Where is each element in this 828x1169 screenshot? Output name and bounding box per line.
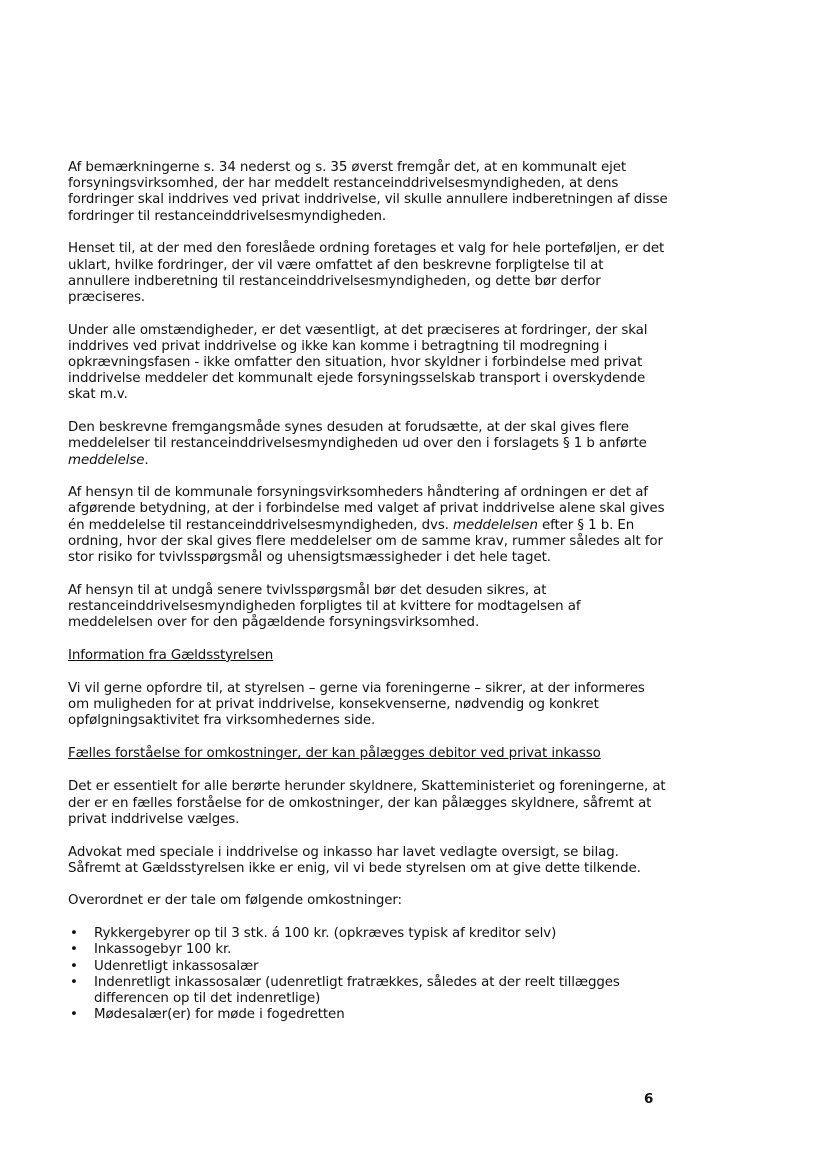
bullet-icon: • <box>70 958 78 974</box>
paragraph-4-italic: meddelelse <box>68 452 145 468</box>
list-item <box>68 942 668 958</box>
list-item-text: Rykkergebyrer op til 3 stk. á 100 kr. (opkræves typisk af kreditor selv) <box>94 926 557 942</box>
paragraph-3: Under alle omstændigheder, er det væsentligt, at det præciseres at fordringer, der skal inddrives ved privat inddrivelse og ikke kan komme i betragtning til modregning i opkrævningsfasen - ikke omfatter den situation, hvor skyldner i forbindelse med privat inddrivelse meddeler det kommunalt ejede forsyningsselskab transport i overskydende skat m.v. <box>68 322 648 403</box>
list-item-text: Inkassogebyr 100 kr. <box>94 942 232 958</box>
list-item <box>68 975 668 1007</box>
list-item <box>68 959 668 975</box>
bullet-icon: • <box>70 1007 78 1023</box>
list-item <box>68 1007 668 1023</box>
paragraph-7: Vi vil gerne opfordre til, at styrelsen – gerne via foreningerne – sikrer, at der informeres om muligheden for at privat inddrivelse, konsekvenserne, nødvendig og konkret opfølgningsaktivitet fra virksomhedernes side. <box>68 681 645 729</box>
list-item-text: Mødesalær(er) for møde i fogedretten <box>94 1007 345 1023</box>
list-item <box>68 926 668 942</box>
bullet-icon: • <box>70 942 78 958</box>
paragraph-9: Advokat med speciale i inddrivelse og inkasso har lavet vedlagte oversigt, se bilag. Såfremt at Gældsstyrelsen ikke er enig, vil vi bede styrelsen om at give dette tilkende. <box>68 844 641 876</box>
section-heading-information: Information fra Gældsstyrelsen <box>68 647 274 663</box>
paragraph-4-end: . <box>144 452 149 468</box>
paragraph-5 <box>68 485 668 566</box>
paragraph-1: Af bemærkningerne s. 34 nederst og s. 35 øverst fremgår det, at en kommunalt ejet forsyningsvirksomhed, der har meddelt restanceinddrivelsesmyndigheden, at dens fordringer skal inddrives ved privat inddrivelse, vil skulle annullere indberetningen af disse fordringer til restanceinddrivelsesmyndigheden. <box>68 160 668 224</box>
paragraph-5-end: efter § 1 b. En ordning, hvor der skal gives flere meddelelser om de samme krav, rummer således alt for stor risiko for tvivlsspørgsmål og uhensigtsmæssigheder i det hele taget. <box>68 517 663 566</box>
list-item-text: Indenretligt inkassosalær (udenretligt fratrækkes, således at der reelt tillægges differencen op til det indenretlige) <box>94 974 620 1006</box>
paragraph-4-text: Den beskrevne fremgangsmåde synes desuden at forudsætte, at der skal gives flere meddelelser til restanceinddrivelsesmyndigheden ud over den i forslagets § 1 b anførte <box>68 420 647 452</box>
paragraph-8: Det er essentielt for alle berørte herunder skyldnere, Skatteministeriet og foreningerne, at der er en fælles forståelse for de omkostninger, der kan pålægges skyldnere, såfremt at privat inddrivelse vælges. <box>68 779 666 827</box>
paragraph-4 <box>68 420 668 469</box>
document-body <box>68 160 668 1023</box>
bullet-icon: • <box>70 974 78 990</box>
page-number: 6 <box>644 1092 654 1107</box>
paragraph-5-italic: meddelelsen <box>453 517 538 533</box>
paragraph-10: Overordnet er der tale om følgende omkostninger: <box>68 893 402 909</box>
section-heading-omkostninger: Fælles forståelse for omkostninger, der kan pålægges debitor ved privat inkasso <box>68 746 601 762</box>
paragraph-2: Henset til, at der med den foreslåede ordning foretages et valg for hele porteføljen, er det uklart, hvilke fordringer, der vil være omfattet af den beskrevne forpligtelse til at annullere indberetning til restanceinddrivelsesmyndigheden, og dette bør derfor præciseres. <box>68 241 665 305</box>
list-item-text: Udenretligt inkassosalær <box>94 958 259 974</box>
paragraph-5-text: Af hensyn til de kommunale forsyningsvirksomheders håndtering af ordningen er det af afgørende betydning, at der i forbindelse med valget af privat inddrivelse alene skal gives én meddelelse til restanceinddrivelsesmyndigheden, dvs. <box>68 485 665 533</box>
paragraph-6: Af hensyn til at undgå senere tvivlsspørgsmål bør det desuden sikres, at restanceinddrivelsesmyndigheden forpligtes til at kvittere for modtagelsen af meddelelsen over for den pågældende forsyningsvirksomhed. <box>68 582 581 631</box>
bullet-icon: • <box>70 926 78 942</box>
cost-list <box>68 926 668 1023</box>
